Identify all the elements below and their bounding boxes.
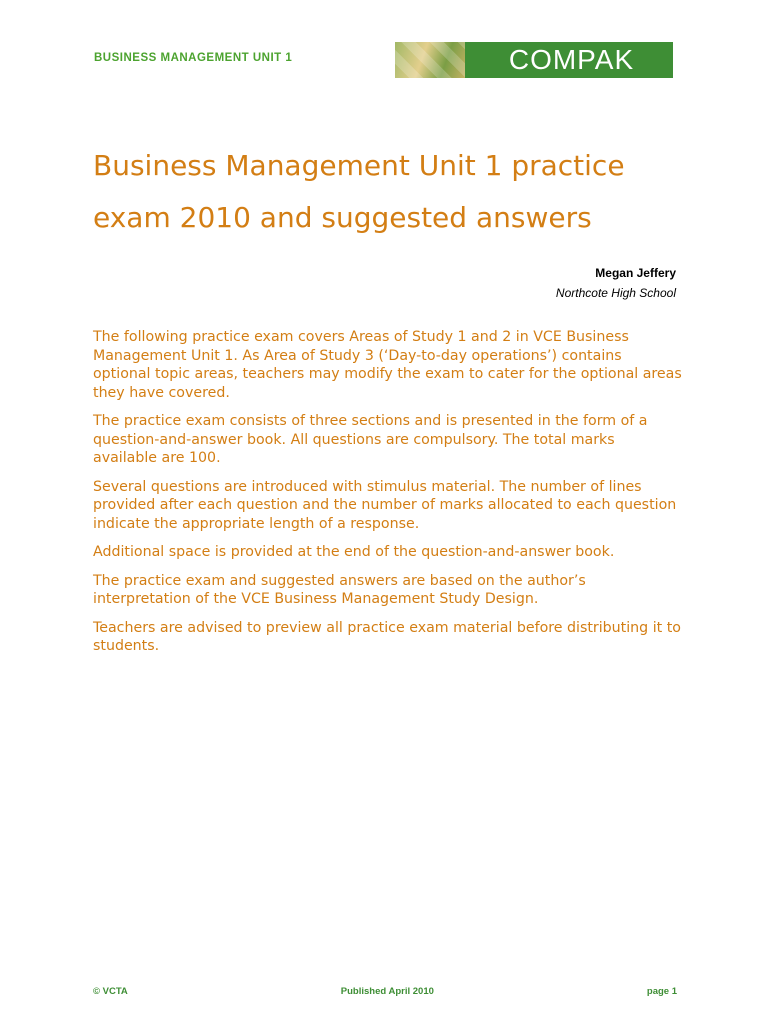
footer-page: page 1 bbox=[646, 986, 677, 997]
author-name: Megan Jeffery bbox=[595, 266, 676, 280]
paragraph-5: The practice exam and suggested answers are based on the author’s interpretation of the VCE Business Management Study Design. bbox=[93, 572, 586, 607]
logo-graphic-icon bbox=[395, 42, 465, 78]
content-body bbox=[93, 328, 683, 666]
document-title: Business Management Unit 1 practice exam 2010 and suggested answers bbox=[93, 149, 625, 234]
paragraph-4: Additional space is provided at the end of the question-and-answer book. bbox=[93, 544, 615, 560]
compak-logo bbox=[395, 42, 673, 78]
paragraph-2: The practice exam consists of three sections and is presented in the form of a question-and-answer book. All questions are compulsory. The total marks available are 100. bbox=[93, 413, 648, 466]
author-info bbox=[556, 266, 676, 300]
paragraph-3: Several questions are introduced with stimulus material. The number of lines provided after each question and the number of marks allocated to each question indicate the appropriate length of a response. bbox=[93, 478, 677, 532]
paragraph-1: The following practice exam covers Areas of Study 1 and 2 in VCE Business Management Unit 1. As Area of Study 3 (‘Day-to-day operations’) contains optional topic areas, teachers may modify the exam to cater for the optional areas they have covered. bbox=[93, 329, 682, 401]
paragraph-6: Teachers are advised to preview all practice exam material before distributing it to students. bbox=[93, 619, 681, 654]
footer-copyright: © VCTA bbox=[93, 986, 128, 997]
author-school: Northcote High School bbox=[555, 286, 676, 300]
header-title: BUSINESS MANAGEMENT UNIT 1 bbox=[94, 52, 293, 64]
footer bbox=[93, 986, 677, 997]
footer-date: Published April 2010 bbox=[340, 986, 434, 997]
logo-text: COMPAK bbox=[465, 42, 673, 78]
